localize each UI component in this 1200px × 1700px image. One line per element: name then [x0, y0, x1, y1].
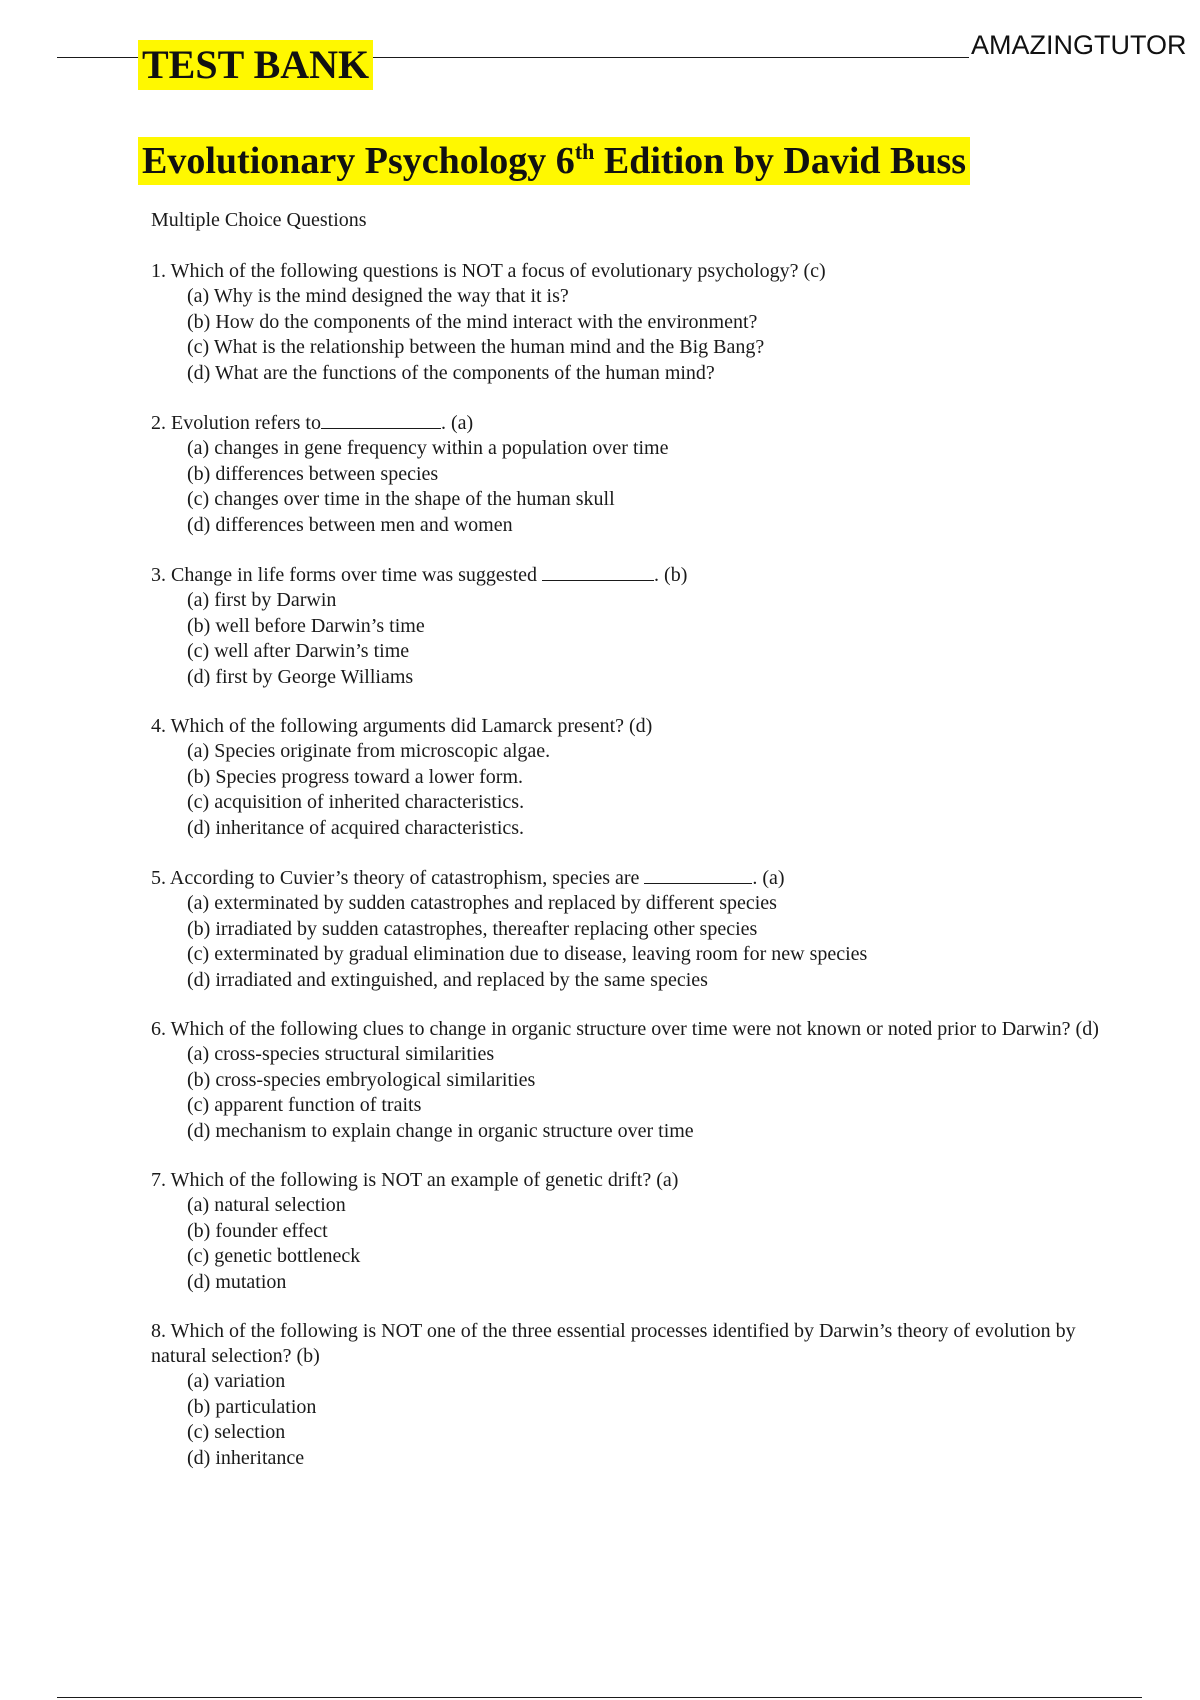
- question-stem: 5. According to Cuvier’s theory of catastrophism, species are: [151, 867, 645, 889]
- title-superscript: th: [574, 139, 595, 164]
- option-b: (b) particulation: [187, 1395, 317, 1418]
- answer-blank: [644, 865, 752, 884]
- question-text: [151, 1319, 1111, 1369]
- option-d: (d) irradiated and extinguished, and replaced by the same species: [187, 968, 708, 991]
- question-stem: 1. Which of the following questions is NOT a focus of evolutionary psychology? (c): [151, 260, 826, 282]
- question-text: [151, 562, 1111, 588]
- option-d: (d) mechanism to explain change in organic structure over time: [187, 1119, 694, 1142]
- option-a: (a) natural selection: [187, 1194, 346, 1216]
- option-b: (b) well before Darwin’s time: [187, 614, 425, 637]
- question-stem: 6. Which of the following clues to change in organic structure over time were not known or noted prior to Darwin? (d): [151, 1018, 1099, 1040]
- question-list: [151, 259, 1111, 1495]
- option-list: [151, 891, 1111, 993]
- section-heading: Multiple Choice Questions: [151, 209, 367, 231]
- question-stem: 8. Which of the following is NOT one of the three essential processes identified by Darwin’s theory of evolution by natural selection? (b): [151, 1320, 1076, 1367]
- question-stem: 7. Which of the following is NOT an example of genetic drift? (a): [151, 1169, 679, 1191]
- option-b: (b) differences between species: [187, 462, 439, 485]
- option-c: (c) selection: [187, 1421, 286, 1443]
- option-d: (d) inheritance: [187, 1446, 305, 1469]
- answer-blank: [321, 410, 441, 429]
- option-list: [151, 1193, 1111, 1295]
- title-rest: Edition by David Buss: [594, 140, 967, 182]
- option-b: (b) How do the components of the mind interact with the environment?: [187, 310, 758, 333]
- footer-rule: [57, 1697, 1142, 1698]
- option-list: [151, 1369, 1111, 1471]
- question-3: [151, 562, 1111, 690]
- question-5: [151, 865, 1111, 993]
- option-d: (d) What are the functions of the components of the human mind?: [187, 361, 715, 384]
- option-a: (a) first by Darwin: [187, 589, 337, 611]
- option-list: [151, 1042, 1111, 1144]
- option-c: (c) genetic bottleneck: [187, 1245, 361, 1267]
- option-c: (c) changes over time in the shape of the human skull: [187, 488, 615, 510]
- question-text: [151, 865, 1111, 891]
- title-main: Evolutionary Psychology 6: [142, 140, 575, 182]
- question-4: [151, 714, 1111, 841]
- option-c: (c) acquisition of inherited characteristics.: [187, 791, 525, 813]
- document-title: [138, 137, 970, 185]
- option-b: (b) Species progress toward a lower form.: [187, 765, 524, 788]
- option-a: (a) changes in gene frequency within a population over time: [187, 437, 669, 459]
- option-d: (d) first by George Williams: [187, 665, 414, 688]
- question-answer-key: . (a): [752, 867, 785, 889]
- question-text: [151, 259, 1111, 284]
- test-bank-label: TEST BANK: [138, 40, 373, 90]
- option-a: (a) Why is the mind designed the way that it is?: [187, 285, 569, 307]
- option-list: [151, 436, 1111, 538]
- question-2: [151, 410, 1111, 538]
- option-c: (c) What is the relationship between the human mind and the Big Bang?: [187, 336, 765, 358]
- question-7: [151, 1168, 1111, 1295]
- option-a: (a) variation: [187, 1370, 286, 1392]
- option-a: (a) cross-species structural similarities: [187, 1043, 495, 1065]
- question-answer-key: . (a): [440, 412, 474, 434]
- option-list: [151, 284, 1111, 386]
- option-d: (d) differences between men and women: [187, 513, 513, 536]
- option-d: (d) mutation: [187, 1270, 287, 1293]
- question-text: [151, 1017, 1111, 1042]
- question-text: [151, 714, 1111, 739]
- question-text: [151, 410, 1111, 436]
- question-stem: 4. Which of the following arguments did Lamarck present? (d): [151, 715, 653, 737]
- option-list: [151, 588, 1111, 690]
- question-6: [151, 1017, 1111, 1144]
- option-b: (b) founder effect: [187, 1219, 328, 1242]
- answer-blank: [542, 562, 654, 581]
- option-b: (b) cross-species embryological similarities: [187, 1068, 536, 1091]
- question-stem: 2. Evolution refers to: [151, 412, 321, 434]
- option-c: (c) apparent function of traits: [187, 1094, 422, 1116]
- question-8: [151, 1319, 1111, 1471]
- option-c: (c) well after Darwin’s time: [187, 640, 410, 662]
- question-answer-key: . (b): [654, 564, 688, 586]
- option-b: (b) irradiated by sudden catastrophes, thereafter replacing other species: [187, 917, 758, 940]
- option-list: [151, 739, 1111, 841]
- brand-label: AMAZINGTUTOR: [971, 30, 1187, 60]
- question-text: [151, 1168, 1111, 1193]
- question-1: [151, 259, 1111, 386]
- question-stem: 3. Change in life forms over time was suggested: [151, 564, 543, 586]
- option-d: (d) inheritance of acquired characteristics.: [187, 816, 525, 839]
- option-a: (a) Species originate from microscopic algae.: [187, 740, 551, 762]
- option-a: (a) exterminated by sudden catastrophes and replaced by different species: [187, 892, 777, 914]
- option-c: (c) exterminated by gradual elimination due to disease, leaving room for new species: [187, 943, 868, 965]
